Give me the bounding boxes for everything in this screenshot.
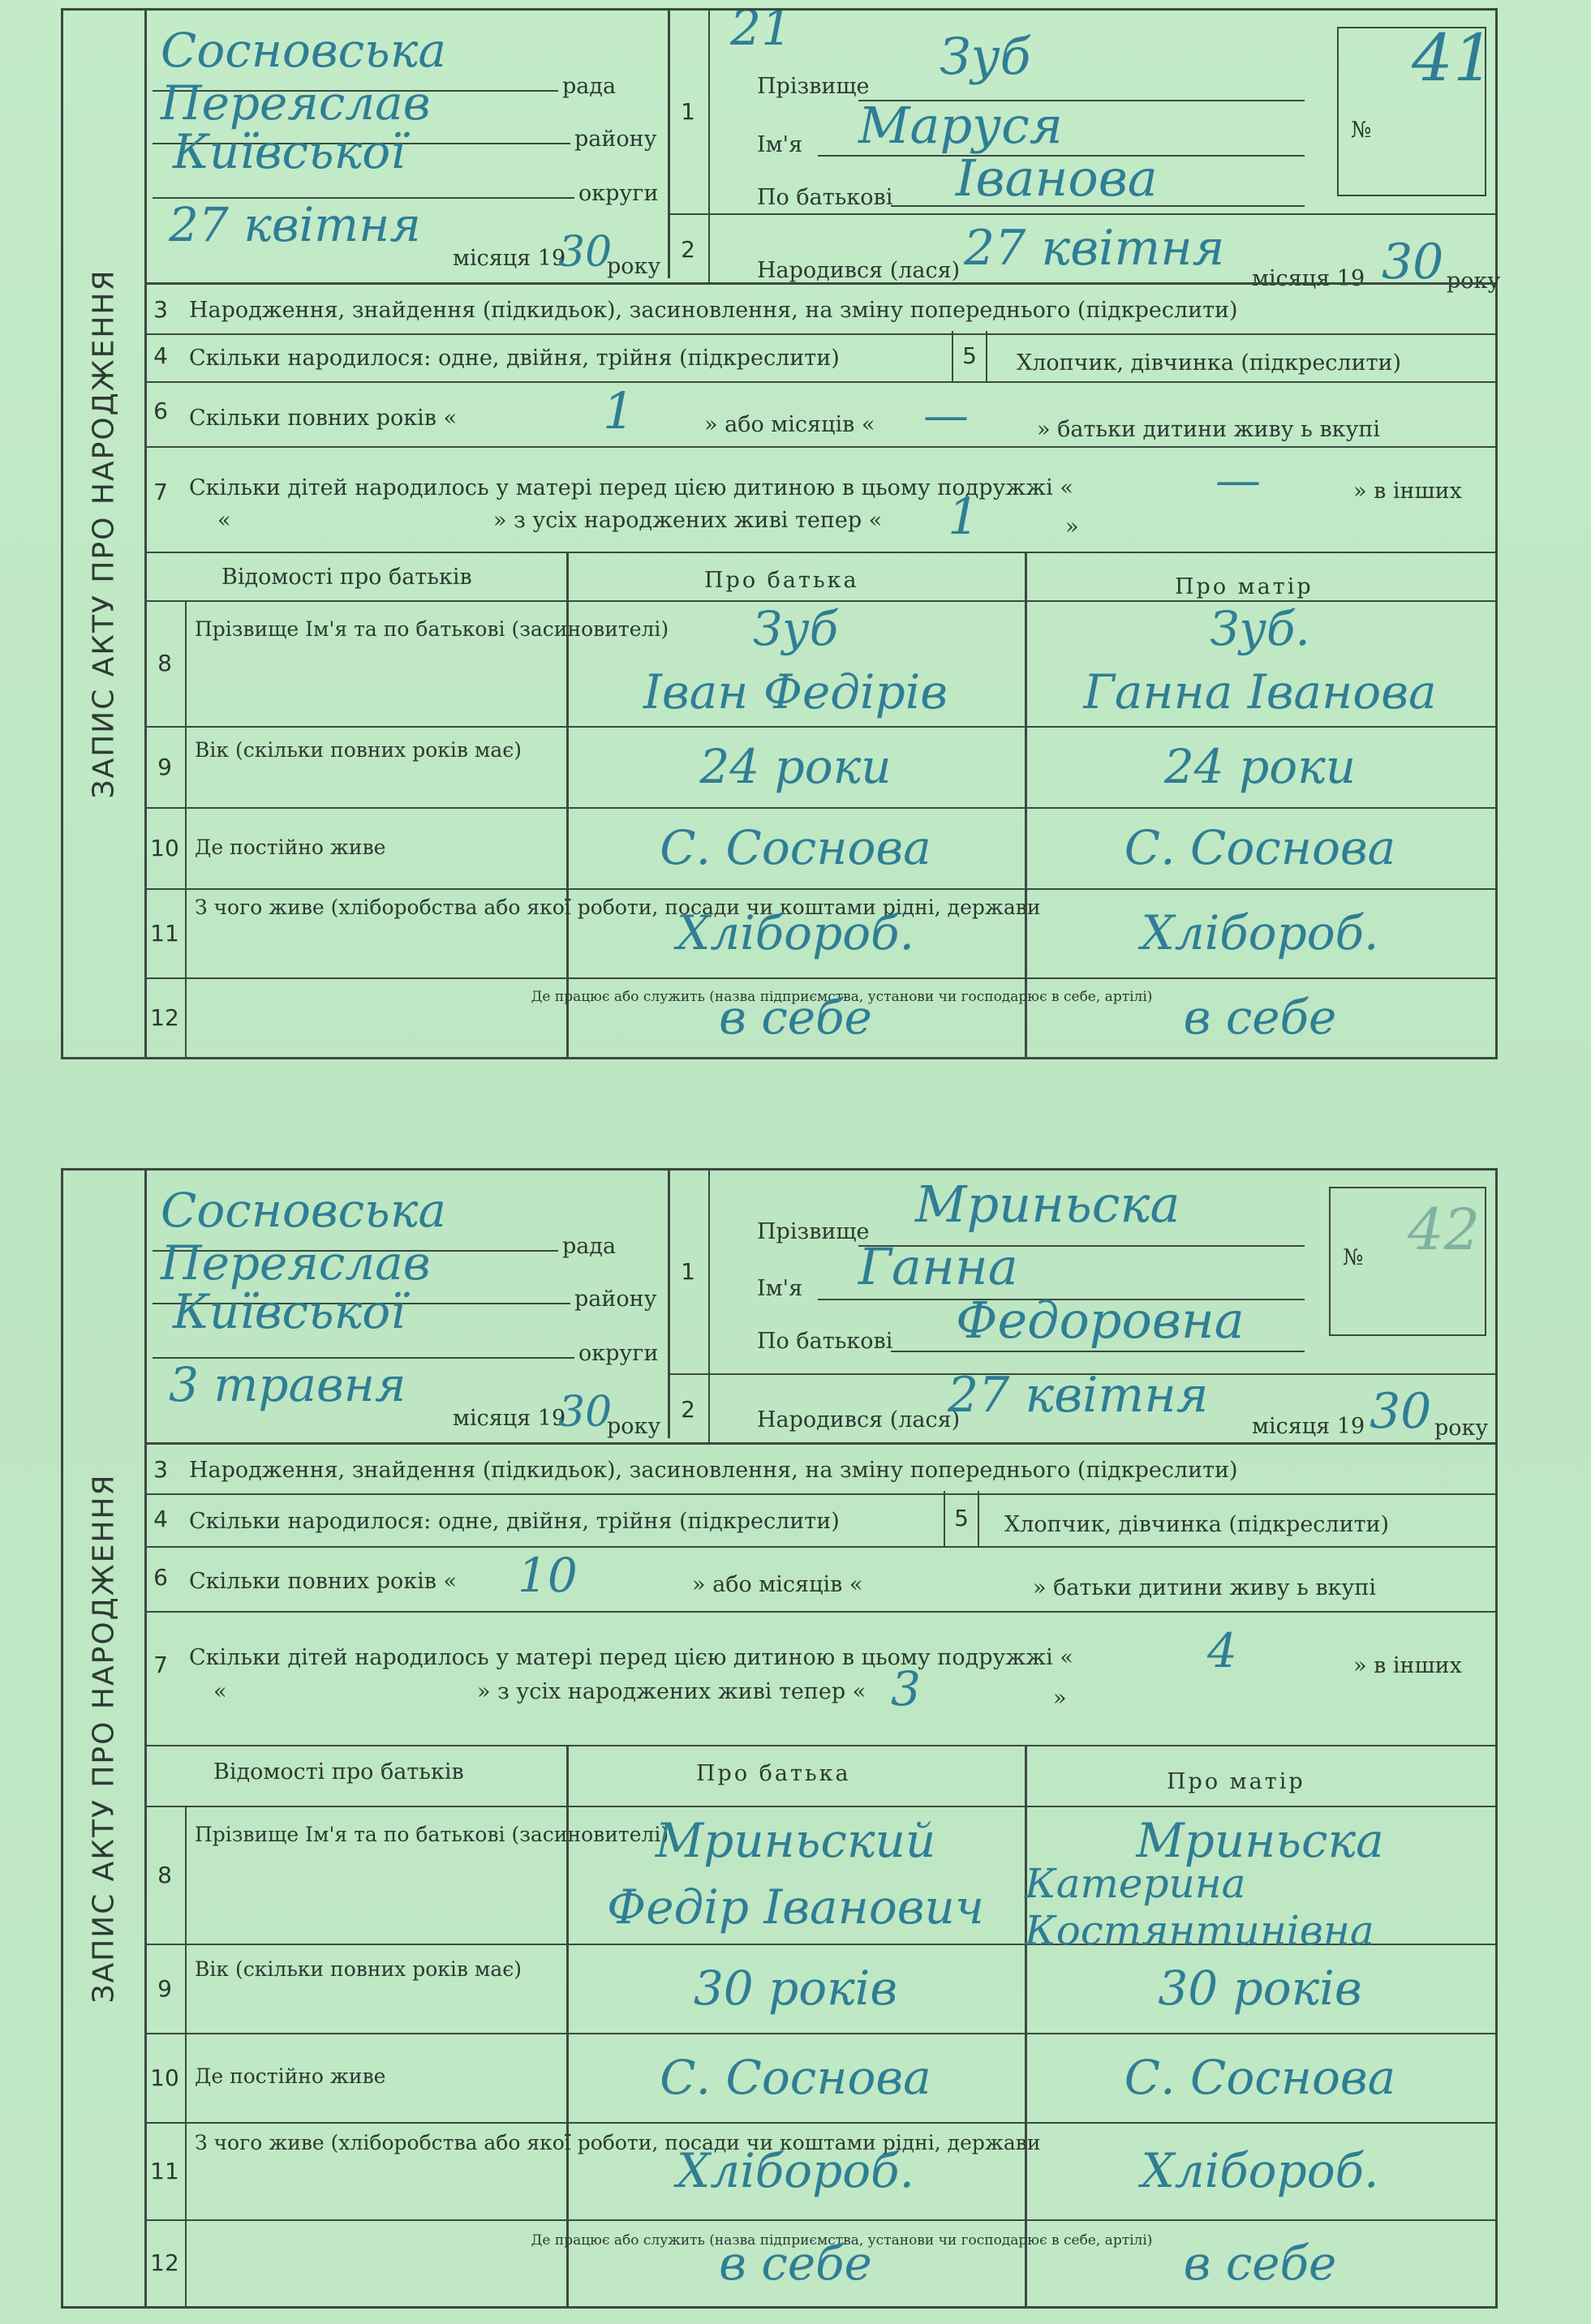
okruga-value: Київської	[173, 1284, 406, 1339]
row-11: 11 З чого живе (хліборобства або якої роботи, посади чи коштами рідні, держави Хлібороб. Хлібороб.	[144, 888, 1495, 979]
row-12: 12 Де працює або служить (назва підприємства, установи чи господарює в себе, артілі) в себе в себе	[144, 2219, 1495, 2306]
number-label: №	[1343, 1245, 1364, 1270]
rayon-value: Переяслав	[161, 1235, 431, 1291]
page-number: 21	[730, 0, 793, 57]
record-number-box	[1337, 20, 1494, 196]
okruga-label: округи	[578, 1341, 659, 1366]
birth-record-form-2	[61, 1168, 1498, 2309]
surname-label: Прізвище	[757, 1219, 870, 1244]
row-7: 7 Скільки дітей народилось у матері перед цією дитиною в цьому подружжі « — » в інших « » з усіх народжених живі тепер « 1 »	[144, 446, 1495, 553]
row-6: 6 Скільки повних років « 1 » або місяців « — » батьки дитини живу ь вкупі	[144, 381, 1495, 448]
born-label: Народився (лася)	[757, 258, 961, 283]
row-8: 8 Прізвище Ім'я та по батькові (засиновителі) Мриньский Федір Іванович Мриньска Катерина Костянтинівна	[144, 1806, 1495, 1945]
record-number: 41	[1412, 20, 1494, 96]
patronymic-label: По батькові	[757, 185, 893, 210]
vertical-title: ЗАПИС АКТУ ПРО НАРОДЖЕННЯ	[63, 1171, 147, 2306]
birth-date-value: 27 квітня	[948, 1367, 1209, 1424]
number-label: №	[1351, 118, 1372, 143]
name-value: Маруся	[858, 96, 1063, 155]
vertical-title: ЗАПИС АКТУ ПРО НАРОДЖЕННЯ	[63, 11, 147, 1057]
row-7: 7 Скільки дітей народилось у матері перед цією дитиною в цьому подружжі « 4 » в інших « » з усіх народжених живі тепер « 3 »	[144, 1611, 1495, 1746]
okruga-label: округи	[578, 181, 659, 206]
row-5-text: Хлопчик, дівчинка (підкреслити)	[1017, 350, 1402, 376]
patronymic-label: По батькові	[757, 1329, 893, 1354]
alive-now-value: 1	[948, 487, 980, 546]
rayon-label: району	[574, 1287, 657, 1312]
month-label: місяця 19	[453, 246, 566, 271]
header-block	[144, 11, 1501, 294]
months-together-value: —	[923, 389, 969, 442]
row-6: 6 Скільки повних років « 10 » або місяців « » батьки дитини живу ь вкупі	[144, 1546, 1495, 1613]
row-9: 9 Вік (скільки повних років має) 24 роки 24 роки	[144, 726, 1495, 809]
alive-now-value: 3	[891, 1661, 921, 1716]
row-4-5: 4 Скільки народилося: одне, двійня, трійня (підкреслити) 5 Хлопчик, дівчинка (підкреслити)	[144, 331, 1495, 383]
rayon-label: району	[574, 127, 657, 152]
rayon-value: Переяслав	[161, 75, 431, 131]
month-label-2: місяця 19	[1252, 1414, 1365, 1439]
rada-label: рада	[562, 74, 617, 99]
row-12: 12 Де працює або служить (назва підприємства, установи чи господарює в себе, артілі) в себе в себе	[144, 977, 1495, 1057]
birth-record-form-1	[61, 8, 1501, 1059]
row-4-5: 4 Скільки народилося: одне, двійня, трійня (підкреслити) 5 Хлопчик, дівчинка (підкреслити)	[144, 1491, 1495, 1548]
row-10: 10 Де постійно живе С. Соснова С. Соснова	[144, 2033, 1495, 2124]
registration-place	[144, 11, 670, 278]
section-2-number: 2	[668, 213, 710, 284]
row-10: 10 Де постійно живе С. Соснова С. Соснова	[144, 807, 1495, 890]
years-together-value: 1	[603, 381, 635, 440]
header-block	[144, 1171, 1495, 1442]
year-label-2: року	[1447, 268, 1501, 294]
name-value: Ганна	[858, 1237, 1018, 1296]
row-3: 3 Народження, знайдення (підкидьок), засиновлення, на зміну попереднього (підкреслити)	[144, 1442, 1495, 1495]
section-1-number: 1	[668, 1171, 710, 1373]
section-2-number: 2	[668, 1373, 710, 1444]
children-before-value: 4	[1207, 1623, 1237, 1678]
parents-table	[144, 1745, 1495, 2306]
parents-header: Відомості про батьків Про батька Про матір	[144, 552, 1495, 602]
years-together-value: 10	[518, 1548, 578, 1603]
children-before-value: —	[1215, 454, 1261, 507]
month-label-2: місяця 19	[1252, 266, 1365, 291]
rada-value: Сосновська	[161, 23, 446, 78]
row-9: 9 Вік (скільки повних років має) 30 років 30 років	[144, 1944, 1495, 2034]
parents-header: Відомості про батьків Про батька Про матір	[144, 1745, 1495, 1807]
reg-year-value: 30	[558, 1388, 613, 1437]
row-4-text: Скільки народилося: одне, двійня, трійня (підкреслити)	[189, 346, 840, 371]
name-label: Ім'я	[757, 1276, 803, 1301]
section-1-number: 1	[668, 11, 710, 213]
registration-place	[144, 1171, 670, 1438]
year-label: року	[607, 254, 661, 279]
okruga-value: Київської	[173, 124, 406, 179]
rada-label: рада	[562, 1234, 617, 1259]
surname-label: Прізвище	[757, 74, 870, 99]
row-11: 11 З чого живе (хліборобства або якої роботи, посади чи коштами рідні, держави Хлібороб. Хлібороб.	[144, 2122, 1495, 2221]
row-3: 3 Народження, знайдення (підкидьок), засиновлення, на зміну попереднього (підкреслити)	[144, 282, 1495, 335]
reg-year-value: 30	[558, 228, 613, 277]
parents-table	[144, 552, 1495, 1057]
name-label: Ім'я	[757, 132, 803, 157]
row-3-text: Народження, знайдення (підкидьок), засиновлення, на зміну попереднього (підкреслити)	[189, 1458, 1238, 1483]
row-5-text: Хлопчик, дівчинка (підкреслити)	[1004, 1512, 1390, 1537]
birth-date-value: 27 квітня	[964, 220, 1225, 277]
rada-value: Сосновська	[161, 1183, 446, 1238]
row-3-text: Народження, знайдення (підкидьок), засиновлення, на зміну попереднього (підкреслити)	[189, 298, 1238, 323]
year-label-2: року	[1434, 1415, 1489, 1441]
surname-value: Мриньска	[915, 1175, 1180, 1234]
row-4-text: Скільки народилося: одне, двійня, трійня (підкреслити)	[189, 1509, 840, 1534]
row-8: 8 Прізвище Ім'я та по батькові (засиновителі) Зуб Іван Федірів Зуб. Ганна Іванова	[144, 600, 1495, 728]
reg-date-value: 3 травня	[169, 1357, 406, 1412]
born-label: Народився (лася)	[757, 1407, 961, 1433]
surname-value: Зуб	[940, 27, 1031, 86]
record-number-box	[1329, 1187, 1486, 1336]
birth-year-value: 30	[1370, 1383, 1432, 1440]
reg-date-value: 27 квітня	[169, 197, 421, 252]
birth-year-value: 30	[1382, 234, 1444, 290]
record-number: 42	[1408, 1196, 1481, 1263]
patronymic-value: Федоровна	[956, 1291, 1245, 1350]
month-label: місяця 19	[453, 1406, 566, 1431]
patronymic-value: Іванова	[956, 148, 1158, 208]
year-label: року	[607, 1414, 661, 1439]
